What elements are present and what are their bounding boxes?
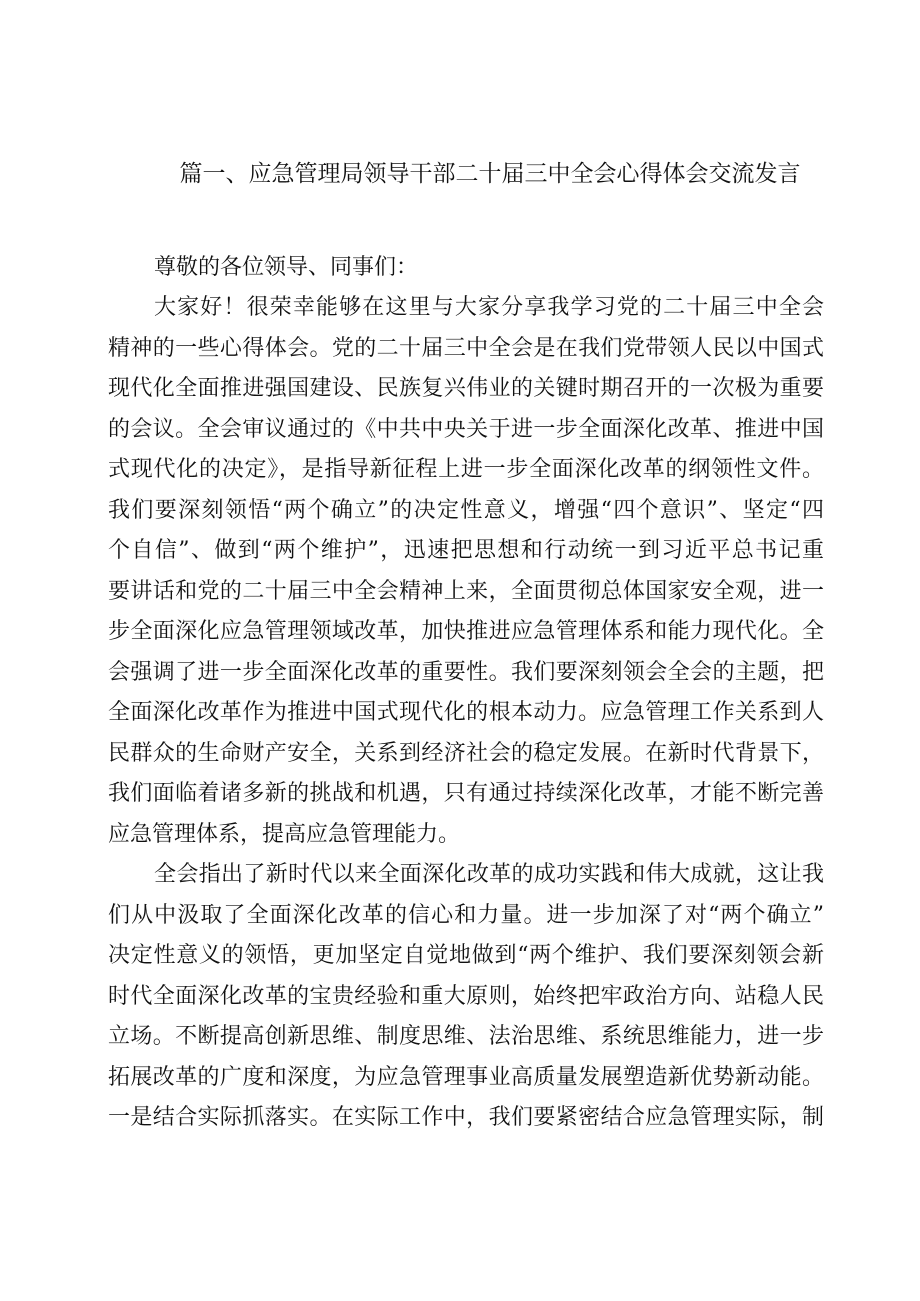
text-line: 们从中汲取了全面深化改革的信心和力量。进一步加深了对“两个确立” bbox=[108, 902, 824, 928]
text-line: 拓展改革的广度和深度，为应急管理事业高质量发展塑造新优势新动能。 bbox=[108, 1064, 824, 1090]
text-line: 立场。不断提高创新思维、制度思维、法治思维、系统思维能力，进一步 bbox=[108, 1024, 824, 1049]
text-line: 决定性意义的领悟，更加坚定自觉地做到“两个维护、我们要深刻领会新 bbox=[108, 943, 824, 968]
text-line: 全面深化改革作为推进中国式现代化的根本动力。应急管理工作关系到人 bbox=[108, 700, 824, 725]
text-line: 一是结合实际抓落实。在实际工作中，我们要紧密结合应急管理实际，制 bbox=[108, 1105, 824, 1130]
text-line: 我们要深刻领悟“两个确立”的决定性意义，增强“四个意识”、坚定“四 bbox=[108, 497, 824, 523]
text-line: 民群众的生命财产安全，关系到经济社会的稳定发展。在新时代背景下， bbox=[108, 740, 824, 766]
paragraph-1 bbox=[108, 288, 824, 855]
text-line: 精神的一些心得体会。党的二十届三中全会是在我们党带领人民以中国式 bbox=[108, 335, 824, 361]
text-line: 要讲话和党的二十届三中全会精神上来，全面贯彻总体国家安全观，进一 bbox=[108, 578, 824, 604]
text-line: 应急管理体系，提高应急管理能力。 bbox=[108, 821, 461, 847]
text-line: 大家好！很荣幸能够在这里与大家分享我学习党的二十届三中全会 bbox=[154, 295, 824, 320]
text-line: 会强调了进一步全面深化改革的重要性。我们要深刻领会全会的主题，把 bbox=[108, 659, 824, 685]
text-line: 时代全面深化改革的宝贵经验和重大原则，始终把牢政治方向、站稳人民 bbox=[108, 983, 824, 1009]
document-body bbox=[108, 248, 824, 1139]
salutation: 尊敬的各位领导、同事们： bbox=[154, 255, 419, 280]
text-line: 现代化全面推进强国建设、民族复兴伟业的关键时期召开的一次极为重要 bbox=[108, 376, 824, 401]
text-line: 个自信”、做到“两个维护”，迅速把思想和行动统一到习近平总书记重 bbox=[108, 538, 824, 563]
text-line: 的会议。全会审议通过的《中共中央关于进一步全面深化改革、推进中国 bbox=[108, 416, 824, 442]
paragraph-2 bbox=[108, 855, 824, 1139]
text-line: 式现代化的决定》，是指导新征程上进一步全面深化改革的纲领性文件。 bbox=[108, 457, 824, 482]
text-line: 我们面临着诸多新的挑战和机遇，只有通过持续深化改革，才能不断完善 bbox=[108, 781, 824, 806]
document-title: 篇一、应急管理局领导干部二十届三中全会心得体会交流发言 bbox=[179, 161, 801, 187]
text-line: 步全面深化应急管理领域改革，加快推进应急管理体系和能力现代化。全 bbox=[108, 619, 824, 644]
text-line: 全会指出了新时代以来全面深化改革的成功实践和伟大成就，这让我 bbox=[154, 862, 824, 887]
